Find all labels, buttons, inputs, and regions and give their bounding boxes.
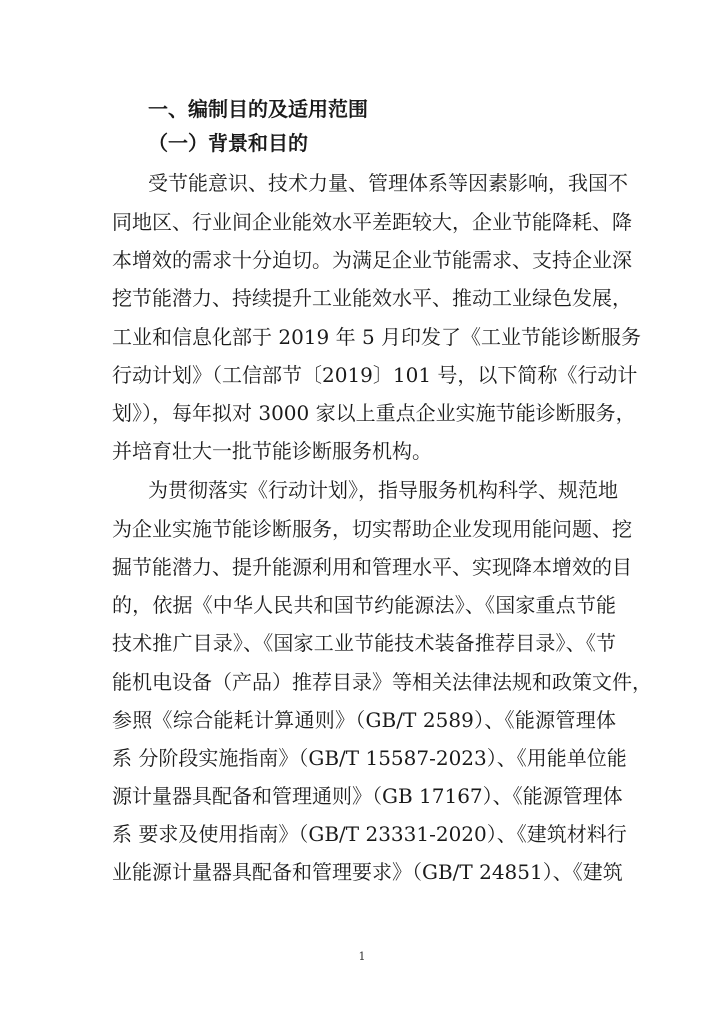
paragraph-line: 挖节能潜力、持续提升工业能效水平、推动工业绿色发展， [112, 286, 632, 310]
paragraph-line: 的，依据《中华人民共和国节约能源法》、《国家重点节能 [112, 593, 616, 617]
paragraph-line: 系 分阶段实施指南》（GB/T 15587-2023）、《用能单位能 [112, 746, 627, 770]
paragraph-line: 为贯彻落实《行动计划》，指导服务机构科学、规范地 [148, 478, 618, 502]
paragraph-line: 参照《综合能耗计算通则》（GB/T 2589）、《能源管理体 [112, 708, 616, 732]
section-heading: 一、编制目的及适用范围 [148, 97, 368, 121]
paragraph-line: 划》），每年拟对 3000 家以上重点企业实施节能诊断服务， [112, 401, 636, 425]
paragraph-line: 受节能意识、技术力量、管理体系等因素影响，我国不 [148, 171, 628, 195]
paragraph-line: 本增效的需求十分迫切。为满足企业节能需求、支持企业深 [112, 248, 632, 272]
paragraph-line: 行动计划》（工信部节〔2019〕101 号，以下简称《行动计 [112, 363, 638, 387]
paragraph-line: 能机电设备（产品）推荐目录》等相关法律法规和政策文件， [112, 670, 652, 694]
paragraph-line: 工业和信息化部于 2019 年 5 月印发了《工业节能诊断服务 [112, 325, 642, 349]
subsection-heading: （一）背景和目的 [148, 131, 308, 155]
paragraph-line: 并培育壮大一批节能诊断服务机构。 [112, 439, 432, 463]
paragraph-line: 源计量器具配备和管理通则》（GB 17167）、《能源管理体 [112, 784, 623, 808]
paragraph-line: 掘节能潜力、提升能源利用和管理水平、实现降本增效的目 [112, 555, 632, 579]
page-number: 1 [358, 950, 366, 963]
paragraph-line: 同地区、行业间企业能效水平差距较大，企业节能降耗、降 [112, 210, 632, 234]
paragraph-line: 业能源计量器具配备和管理要求》（GB/T 24851）、《建筑 [112, 860, 623, 884]
paragraph-line: 系 要求及使用指南》（GB/T 23331-2020）、《建筑材料行 [112, 822, 627, 846]
paragraph-line: 为企业实施节能诊断服务，切实帮助企业发现用能问题、挖 [112, 517, 632, 541]
paragraph-line: 技术推广目录》、《国家工业节能技术装备推荐目录》、《节 [112, 631, 616, 655]
